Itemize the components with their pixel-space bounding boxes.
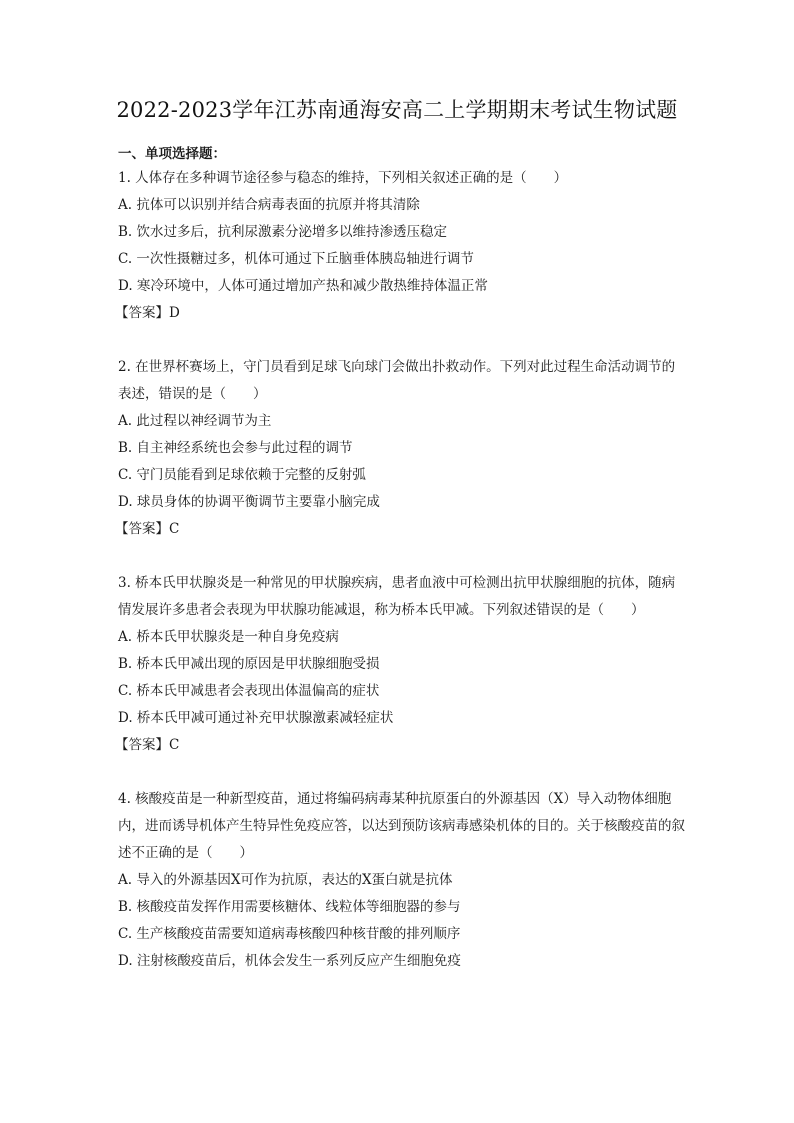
option-c: C. 一次性摄糖过多，机体可通过下丘脑垂体胰岛轴进行调节 bbox=[118, 251, 474, 267]
option-b: B. 饮水过多后，抗利尿激素分泌增多以维持渗透压稳定 bbox=[118, 224, 448, 240]
spacer bbox=[118, 543, 688, 570]
option-d: D. 桥本氏甲减可通过补充甲状腺激素减轻症状 bbox=[118, 710, 394, 726]
option-b: B. 桥本氏甲减出现的原因是甲状腺细胞受损 bbox=[118, 656, 380, 672]
option-d: D. 寒冷环境中，人体可通过增加产热和减少散热维持体温正常 bbox=[118, 278, 488, 294]
spacer bbox=[118, 759, 688, 786]
question-2 bbox=[115, 354, 688, 543]
option-c: C. 守门员能看到足球依赖于完整的反射弧 bbox=[118, 467, 366, 483]
question-4 bbox=[118, 786, 688, 975]
question-stem: 3. 桥本氏甲状腺炎是一种常见的甲状腺疾病，患者血液中可检测出抗甲状腺细胞的抗体，随病情发展许多患者会表现为甲状腺功能减退，称为桥本氏甲减。下列叙述错误的是（ ） bbox=[118, 575, 676, 618]
question-3 bbox=[115, 570, 688, 759]
section-heading: 一、单项选择题： bbox=[118, 146, 226, 162]
option-a: A. 此过程以神经调节为主 bbox=[118, 413, 272, 429]
option-d: D. 球员身体的协调平衡调节主要靠小脑完成 bbox=[118, 494, 380, 510]
answer: 【答案】C bbox=[115, 737, 180, 753]
option-c: C. 生产核酸疫苗需要知道病毒核酸四种核苷酸的排列顺序 bbox=[118, 926, 461, 942]
answer: 【答案】D bbox=[115, 305, 180, 321]
question-stem: 1. 人体存在多种调节途径参与稳态的维持，下列相关叙述正确的是（ ） bbox=[118, 170, 568, 186]
option-c: C. 桥本氏甲减患者会表现出体温偏高的症状 bbox=[118, 683, 380, 699]
answer: 【答案】C bbox=[115, 521, 180, 537]
option-a: A. 桥本氏甲状腺炎是一种自身免疫病 bbox=[118, 629, 339, 645]
option-b: B. 核酸疫苗发挥作用需要核糖体、线粒体等细胞器的参与 bbox=[118, 899, 461, 915]
question-list bbox=[115, 165, 688, 975]
question-1 bbox=[115, 165, 688, 327]
option-b: B. 自主神经系统也会参与此过程的调节 bbox=[118, 440, 353, 456]
spacer bbox=[118, 327, 688, 354]
option-a: A. 导入的外源基因X可作为抗原，表达的X蛋白就是抗体 bbox=[118, 872, 453, 888]
question-stem: 4. 核酸疫苗是一种新型疫苗，通过将编码病毒某种抗原蛋白的外源基因（X）导入动物体细胞内，进而诱导机体产生特异性免疫应答，以达到预防该病毒感染机体的目的。关于核酸疫苗的叙述不正确的是（ ） bbox=[118, 791, 685, 861]
question-stem: 2. 在世界杯赛场上，守门员看到足球飞向球门会做出扑救动作。下列对此过程生命活动调节的表述，错误的是（ ） bbox=[118, 359, 676, 402]
option-d: D. 注射核酸疫苗后，机体会发生一系列反应产生细胞免疫 bbox=[118, 953, 461, 969]
document-title: 2022-2023学年江苏南通海安高二上学期期末考试生物试题 bbox=[116, 98, 678, 122]
option-a: A. 抗体可以识别并结合病毒表面的抗原并将其清除 bbox=[118, 197, 420, 213]
